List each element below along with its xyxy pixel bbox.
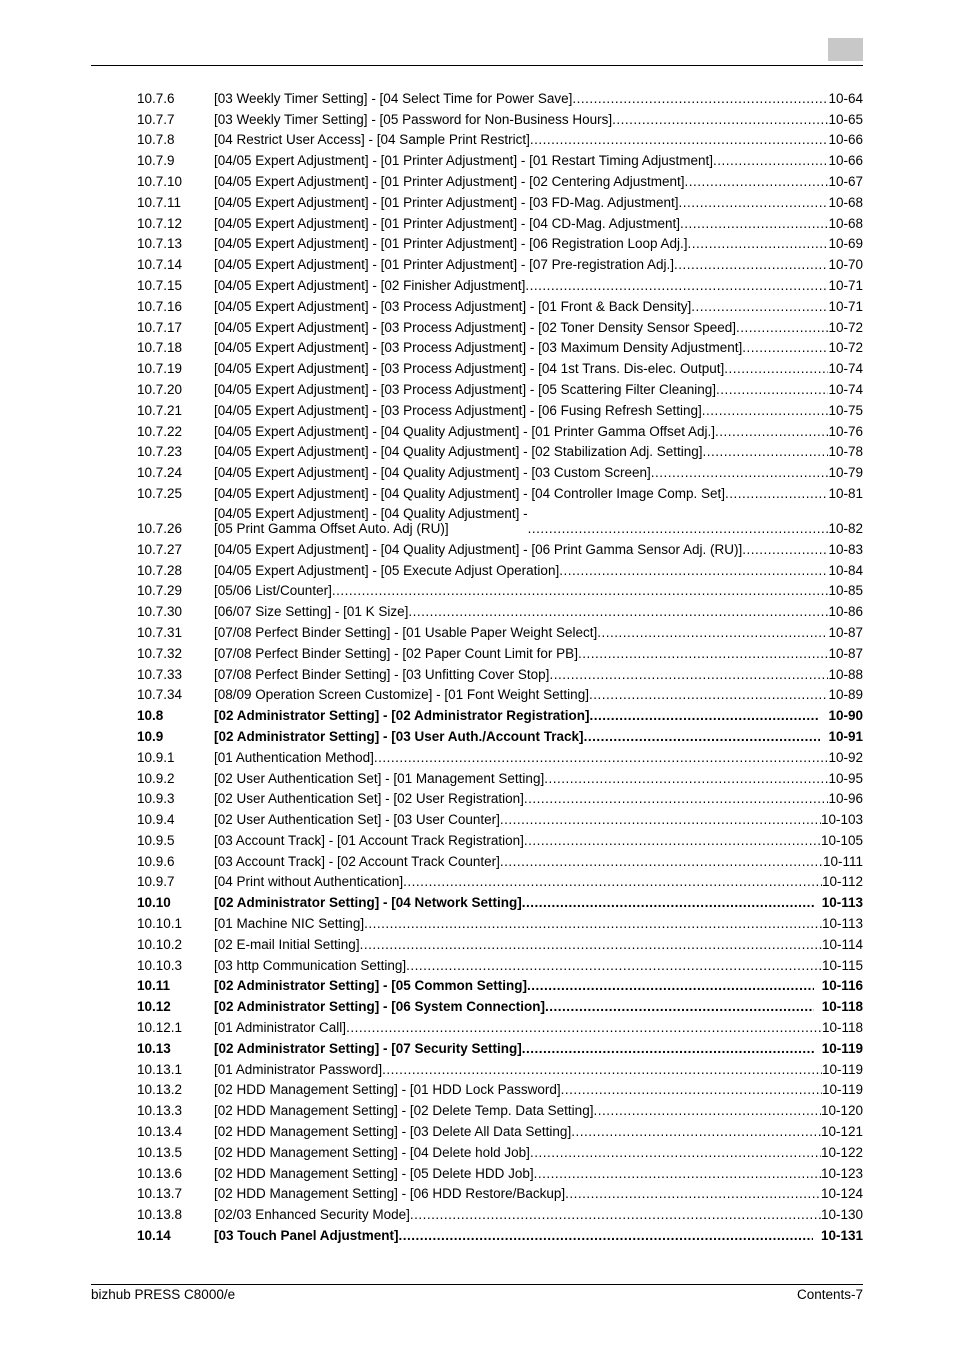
toc-entry[interactable] xyxy=(137,1097,863,1118)
toc-entry-title: [03 Weekly Timer Setting] - [04 Select Time for Power Save] xyxy=(214,90,573,106)
toc-entry-title: [01 Administrator Call] xyxy=(214,1020,347,1036)
toc-entry-page: 10-121 xyxy=(820,1124,863,1140)
toc-entry-page: 10-74 xyxy=(828,361,863,377)
toc-entry[interactable] xyxy=(137,806,863,827)
toc-entry[interactable] xyxy=(137,619,863,640)
toc-dot-leader xyxy=(544,771,828,786)
toc-entry[interactable] xyxy=(137,1222,863,1243)
toc-entry-number: 10.7.17 xyxy=(137,319,183,335)
toc-entry-title: [02 Administrator Setting] - [03 User Auth./Account Track] xyxy=(214,728,584,744)
toc-entry-number: 10.7.31 xyxy=(137,624,183,640)
footer-rule xyxy=(91,1284,863,1285)
toc-entry-page: 10-112 xyxy=(821,874,863,890)
toc-entry-number: 10.7.25 xyxy=(137,485,183,501)
toc-dot-leader xyxy=(612,112,828,127)
toc-entry-title: [04/05 Expert Adjustment] - [03 Process Adjustment] - [03 Maximum Density Adjustment] xyxy=(214,340,743,356)
toc-entry-title: [02 HDD Management Setting] - [03 Delete All Data Setting] xyxy=(214,1124,572,1140)
toc-entry[interactable] xyxy=(137,1035,863,1056)
toc-entry-number: 10.13.2 xyxy=(137,1082,183,1098)
toc-entry-number: 10.13.5 xyxy=(137,1144,183,1160)
toc-entry-number: 10.7.16 xyxy=(137,298,183,314)
toc-dot-leader xyxy=(678,195,828,210)
footer-page-number: Contents-7 xyxy=(796,1287,863,1302)
toc-dot-leader xyxy=(360,937,822,952)
toc-dot-leader xyxy=(572,91,828,106)
toc-entry-number: 10.7.6 xyxy=(137,90,175,106)
toc-entry[interactable] xyxy=(137,1056,863,1077)
toc-entry[interactable] xyxy=(137,1139,863,1160)
toc-entry-title: [08/09 Operation Screen Customize] - [01 Font Weight Setting] xyxy=(214,687,589,703)
toc-entry-number: 10.7.21 xyxy=(137,402,183,418)
toc-entry-title: [02/03 Enhanced Security Mode] xyxy=(214,1207,410,1223)
toc-entry-page: 10-113 xyxy=(821,916,863,932)
toc-entry[interactable] xyxy=(137,765,863,786)
toc-dot-leader xyxy=(691,299,828,314)
toc-dot-leader xyxy=(406,958,822,973)
toc-entry-page: 10-119 xyxy=(821,1040,863,1056)
toc-entry-title: [04/05 Expert Adjustment] - [04 Quality Adjustment] - [04 Controller Image Comp. Set] xyxy=(214,485,725,501)
toc-entry-page: 10-84 xyxy=(828,562,863,578)
toc-dot-leader xyxy=(571,1124,821,1139)
toc-entry[interactable] xyxy=(137,355,863,376)
toc-dot-leader xyxy=(651,465,829,480)
toc-entry-page: 10-78 xyxy=(828,444,863,460)
toc-entry-title: [04/05 Expert Adjustment] - [04 Quality Adjustment] - [06 Print Gamma Sensor Adj. (RU)] xyxy=(214,541,743,557)
toc-entry-page: 10-131 xyxy=(820,1228,863,1244)
toc-entry[interactable] xyxy=(137,1201,863,1222)
toc-entry-title: [04/05 Expert Adjustment] - [01 Printer Adjustment] - [01 Restart Timing Adjustment] xyxy=(214,153,713,169)
toc-entry[interactable] xyxy=(137,1181,863,1202)
toc-entry-page: 10-119 xyxy=(821,1082,863,1098)
toc-entry[interactable] xyxy=(137,661,863,682)
toc-entry-title-line2: [05 Print Gamma Offset Auto. Adj (RU)] xyxy=(214,520,449,536)
toc-entry-title: [02 HDD Management Setting] - [05 Delete HDD Job] xyxy=(214,1165,534,1181)
toc-entry-title: [04/05 Expert Adjustment] - [02 Finisher Adjustment] xyxy=(214,277,526,293)
toc-entry-page: 10-79 xyxy=(828,465,863,481)
toc-entry-page: 10-71 xyxy=(828,298,863,314)
toc-dot-leader xyxy=(593,1103,821,1118)
toc-dot-leader xyxy=(346,1020,822,1035)
toc-entry-number: 10.11 xyxy=(137,978,171,994)
toc-entry[interactable] xyxy=(137,973,863,994)
toc-dot-leader xyxy=(688,236,829,251)
toc-entry[interactable] xyxy=(137,459,863,480)
toc-entry-title: [02 Administrator Setting] - [04 Network Setting] xyxy=(214,895,522,911)
toc-entry[interactable] xyxy=(137,251,863,272)
toc-dot-leader xyxy=(713,153,828,168)
toc-entry[interactable] xyxy=(137,189,863,210)
toc-entry-number: 10.7.9 xyxy=(137,153,175,169)
toc-entry[interactable] xyxy=(137,293,863,314)
toc-entry-number: 10.9.7 xyxy=(137,874,175,890)
toc-entry[interactable] xyxy=(137,106,863,127)
toc-entry-number: 10.7.34 xyxy=(137,687,183,703)
toc-entry-title: [03 Touch Panel Adjustment] xyxy=(214,1228,399,1244)
toc-entry-number: 10.9.3 xyxy=(137,791,175,807)
toc-entry-number: 10.9 xyxy=(137,728,164,744)
toc-entry-title: [01 Authentication Method] xyxy=(214,749,374,765)
toc-entry-number: 10.13.3 xyxy=(137,1103,183,1119)
toc-entry[interactable] xyxy=(137,147,863,168)
toc-entry[interactable] xyxy=(137,480,863,501)
toc-dot-leader xyxy=(364,916,822,931)
toc-dot-leader xyxy=(374,750,829,765)
toc-entry-number: 10.7.30 xyxy=(137,604,183,620)
toc-dot-leader xyxy=(715,424,828,439)
toc-entry-title: [03 Account Track] - [01 Account Track Registration] xyxy=(214,832,524,848)
toc-entry-page: 10-70 xyxy=(828,257,863,273)
toc-entry-number: 10.12.1 xyxy=(137,1020,183,1036)
toc-entry-number: 10.7.20 xyxy=(137,381,183,397)
toc-dot-leader xyxy=(522,895,814,910)
toc-entry-number: 10.7.33 xyxy=(137,666,183,682)
toc-entry[interactable] xyxy=(137,578,863,599)
toc-entry-title: [02 Administrator Setting] - [05 Common Setting] xyxy=(214,978,528,994)
table-of-contents xyxy=(137,85,863,1243)
toc-entry-title: [04/05 Expert Adjustment] - [03 Process Adjustment] - [04 1st Trans. Dis-elec. Output] xyxy=(214,361,725,377)
toc-entry-page: 10-95 xyxy=(828,770,863,786)
toc-entry-number: 10.13.8 xyxy=(137,1207,183,1223)
toc-dot-leader xyxy=(680,216,829,231)
toc-dot-leader xyxy=(685,174,829,189)
toc-dot-leader xyxy=(408,604,828,619)
toc-entry-title: [02 User Authentication Set] - [01 Management Setting] xyxy=(214,770,545,786)
toc-dot-leader xyxy=(703,444,829,459)
footer-product-name: bizhub PRESS C8000/e xyxy=(91,1287,236,1302)
toc-entry-page: 10-92 xyxy=(828,749,863,765)
toc-entry[interactable] xyxy=(137,1118,863,1139)
toc-entry-number: 10.9.1 xyxy=(137,749,175,765)
toc-dot-leader xyxy=(716,382,828,397)
toc-entry-title: [07/08 Perfect Binder Setting] - [02 Paper Count Limit for PB] xyxy=(214,645,578,661)
toc-entry-number: 10.7.11 xyxy=(137,194,182,210)
toc-dot-leader xyxy=(528,521,829,536)
toc-entry-title: [04/05 Expert Adjustment] - [03 Process Adjustment] - [02 Toner Density Sensor Speed] xyxy=(214,319,737,335)
toc-entry-number: 10.7.22 xyxy=(137,423,183,439)
toc-entry-page: 10-96 xyxy=(828,791,863,807)
toc-dot-leader xyxy=(725,486,828,501)
toc-entry-number: 10.9.2 xyxy=(137,770,175,786)
toc-entry[interactable] xyxy=(137,85,863,106)
toc-entry-title: [02 Administrator Setting] - [07 Security Setting] xyxy=(214,1040,522,1056)
toc-entry-number: 10.13.7 xyxy=(137,1186,183,1202)
toc-entry-number: 10.14 xyxy=(137,1228,171,1244)
toc-entry[interactable] xyxy=(137,827,863,848)
toc-entry-number: 10.13.6 xyxy=(137,1165,183,1181)
toc-entry-page: 10-118 xyxy=(821,1020,863,1036)
toc-entry-number: 10.7.28 xyxy=(137,562,183,578)
toc-entry-page: 10-67 xyxy=(828,173,863,189)
toc-entry-number: 10.10.2 xyxy=(137,936,183,952)
toc-entry-title: [07/08 Perfect Binder Setting] - [03 Unfitting Cover Stop] xyxy=(214,666,550,682)
toc-entry[interactable] xyxy=(137,210,863,231)
toc-dot-leader xyxy=(500,812,821,827)
toc-entry-number: 10.9.6 xyxy=(137,853,175,869)
toc-entry-page: 10-114 xyxy=(821,936,863,952)
toc-dot-leader xyxy=(702,403,829,418)
toc-entry[interactable] xyxy=(137,682,863,703)
toc-dot-leader xyxy=(530,1145,821,1160)
toc-entry[interactable] xyxy=(137,702,863,723)
toc-dot-leader xyxy=(590,708,821,723)
toc-entry-page: 10-115 xyxy=(821,957,863,973)
toc-entry-number: 10.7.10 xyxy=(137,173,183,189)
toc-entry-title: [02 HDD Management Setting] - [01 HDD Lock Password] xyxy=(214,1082,561,1098)
toc-entry-number: 10.7.24 xyxy=(137,465,183,481)
toc-entry-title: [04/05 Expert Adjustment] - [03 Process Adjustment] - [01 Front & Back Density] xyxy=(214,298,692,314)
toc-entry-title: [03 http Communication Setting] xyxy=(214,957,407,973)
chapter-tab-marker xyxy=(828,38,863,61)
toc-entry-number: 10.10.3 xyxy=(137,957,183,973)
toc-entry[interactable] xyxy=(137,127,863,148)
toc-entry[interactable] xyxy=(137,376,863,397)
toc-dot-leader xyxy=(584,729,821,744)
toc-entry-page: 10-103 xyxy=(820,812,863,828)
toc-entry-title: [04 Restrict User Access] - [04 Sample Print Restrict] xyxy=(214,132,530,148)
toc-entry-title: [04/05 Expert Adjustment] - [01 Printer Adjustment] - [04 CD-Mag. Adjustment] xyxy=(214,215,680,231)
toc-entry[interactable] xyxy=(137,640,863,661)
toc-dot-leader xyxy=(525,278,828,293)
header-rule xyxy=(91,65,863,66)
toc-entry-page: 10-72 xyxy=(828,340,863,356)
toc-entry-number: 10.7.18 xyxy=(137,340,183,356)
toc-entry[interactable] xyxy=(137,952,863,973)
toc-dot-leader xyxy=(410,1207,821,1222)
toc-entry-title: [04/05 Expert Adjustment] - [01 Printer Adjustment] - [07 Pre-registration Adj.] xyxy=(214,257,674,273)
toc-entry-title: [04 Print without Authentication] xyxy=(214,874,404,890)
toc-entry-title: [02 HDD Management Setting] - [04 Delete hold Job] xyxy=(214,1144,530,1160)
toc-entry-page: 10-72 xyxy=(828,319,863,335)
toc-entry-page: 10-116 xyxy=(821,978,863,994)
toc-entry[interactable] xyxy=(137,501,863,536)
toc-entry[interactable] xyxy=(137,536,863,557)
toc-dot-leader xyxy=(545,999,814,1014)
toc-dot-leader xyxy=(524,791,829,806)
toc-entry[interactable] xyxy=(137,723,863,744)
toc-entry-number: 10.7.12 xyxy=(137,215,183,231)
toc-entry-number: 10.13 xyxy=(137,1040,171,1056)
toc-entry-number: 10.9.5 xyxy=(137,832,175,848)
toc-entry-page: 10-64 xyxy=(828,90,863,106)
toc-entry[interactable] xyxy=(137,848,863,869)
toc-entry-page: 10-130 xyxy=(820,1207,863,1223)
toc-entry-page: 10-119 xyxy=(821,1061,863,1077)
toc-entry-title: [04/05 Expert Adjustment] - [01 Printer Adjustment] - [06 Registration Loop Adj.] xyxy=(214,236,688,252)
toc-entry-number: 10.7.7 xyxy=(137,111,175,127)
toc-entry-title: [02 Administrator Setting] - [06 System Connection] xyxy=(214,999,546,1015)
toc-entry-page: 10-88 xyxy=(828,666,863,682)
toc-dot-leader xyxy=(578,646,829,661)
toc-entry[interactable] xyxy=(137,231,863,252)
toc-dot-leader xyxy=(589,687,829,702)
toc-dot-leader xyxy=(565,1186,821,1201)
toc-dot-leader xyxy=(674,257,828,272)
toc-entry[interactable] xyxy=(137,931,863,952)
toc-entry-page: 10-91 xyxy=(828,728,863,744)
toc-entry-page: 10-71 xyxy=(828,277,863,293)
toc-entry[interactable] xyxy=(137,1014,863,1035)
toc-entry-number: 10.7.29 xyxy=(137,583,183,599)
toc-dot-leader xyxy=(736,320,828,335)
toc-entry-title: [02 User Authentication Set] - [02 User Registration] xyxy=(214,791,524,807)
toc-entry[interactable] xyxy=(137,786,863,807)
toc-entry[interactable] xyxy=(137,272,863,293)
toc-dot-leader xyxy=(561,1082,822,1097)
toc-entry-number: 10.7.26 xyxy=(137,520,183,536)
toc-entry[interactable] xyxy=(137,335,863,356)
toc-entry-page: 10-90 xyxy=(828,708,863,724)
toc-entry-title: [06/07 Size Setting] - [01 K Size] xyxy=(214,604,409,620)
toc-entry[interactable] xyxy=(137,598,863,619)
toc-entry-title-line1: [04/05 Expert Adjustment] - [04 Quality Adjustment] - xyxy=(214,505,528,521)
toc-entry-page: 10-76 xyxy=(828,423,863,439)
toc-dot-leader xyxy=(559,563,828,578)
toc-entry-page: 10-111 xyxy=(822,853,863,869)
toc-entry-title: [04/05 Expert Adjustment] - [01 Printer Adjustment] - [02 Centering Adjustment] xyxy=(214,173,685,189)
toc-entry-page: 10-69 xyxy=(828,236,863,252)
toc-entry-number: 10.8 xyxy=(137,708,164,724)
toc-entry-page: 10-68 xyxy=(828,194,863,210)
toc-entry[interactable] xyxy=(137,744,863,765)
toc-entry-number: 10.7.8 xyxy=(137,132,175,148)
toc-entry-page: 10-87 xyxy=(828,624,863,640)
toc-entry-title: [01 Machine NIC Setting] xyxy=(214,916,365,932)
toc-entry-page: 10-82 xyxy=(828,520,863,536)
toc-entry-page: 10-66 xyxy=(828,132,863,148)
toc-entry[interactable] xyxy=(137,869,863,890)
toc-entry-page: 10-86 xyxy=(828,604,863,620)
toc-entry-number: 10.13.4 xyxy=(137,1124,183,1140)
toc-dot-leader xyxy=(332,583,829,598)
toc-dot-leader xyxy=(527,978,814,993)
toc-dot-leader xyxy=(549,667,828,682)
toc-entry[interactable] xyxy=(137,910,863,931)
toc-entry-title: [07/08 Perfect Binder Setting] - [01 Usable Paper Weight Select] xyxy=(214,624,598,640)
toc-dot-leader xyxy=(382,1062,822,1077)
toc-entry-title: [01 Administrator Password] xyxy=(214,1061,383,1077)
toc-entry-page: 10-122 xyxy=(820,1144,863,1160)
toc-entry[interactable] xyxy=(137,889,863,910)
toc-entry-number: 10.7.14 xyxy=(137,257,183,273)
toc-entry-title: [04/05 Expert Adjustment] - [03 Process Adjustment] - [05 Scattering Filter Cleaning] xyxy=(214,381,716,397)
toc-dot-leader xyxy=(742,340,828,355)
toc-entry-title: [04/05 Expert Adjustment] - [04 Quality Adjustment] - [02 Stabilization Adj. Setting] xyxy=(214,444,703,460)
toc-dot-leader xyxy=(742,542,828,557)
toc-dot-leader xyxy=(522,1041,814,1056)
toc-entry-number: 10.13.1 xyxy=(137,1061,183,1077)
toc-entry-page: 10-85 xyxy=(828,583,863,599)
toc-entry-page: 10-66 xyxy=(828,153,863,169)
toc-entry-number: 10.7.15 xyxy=(137,277,183,293)
toc-entry-page: 10-89 xyxy=(828,687,863,703)
toc-entry[interactable] xyxy=(137,557,863,578)
toc-entry-title: [02 User Authentication Set] - [03 User Counter] xyxy=(214,812,500,828)
toc-entry-page: 10-118 xyxy=(821,999,863,1015)
toc-entry-title: [02 HDD Management Setting] - [02 Delete Temp. Data Setting] xyxy=(214,1103,594,1119)
toc-entry[interactable] xyxy=(137,314,863,335)
toc-entry-number: 10.10 xyxy=(137,895,171,911)
toc-entry-number: 10.10.1 xyxy=(137,916,183,932)
toc-entry[interactable] xyxy=(137,168,863,189)
toc-entry-page: 10-81 xyxy=(828,485,863,501)
toc-entry-page: 10-120 xyxy=(820,1103,863,1119)
toc-entry-page: 10-105 xyxy=(820,832,863,848)
toc-entry-page: 10-75 xyxy=(828,402,863,418)
toc-entry-title: [05/06 List/Counter] xyxy=(214,583,332,599)
toc-entry-page: 10-123 xyxy=(820,1165,863,1181)
toc-entry[interactable] xyxy=(137,397,863,418)
toc-entry[interactable] xyxy=(137,1160,863,1181)
toc-entry-title: [02 E-mail Initial Setting] xyxy=(214,936,360,952)
toc-entry[interactable] xyxy=(137,993,863,1014)
toc-entry-number: 10.7.23 xyxy=(137,444,183,460)
toc-dot-leader xyxy=(534,1166,821,1181)
toc-entry-number: 10.7.27 xyxy=(137,541,183,557)
toc-entry-title: [04/05 Expert Adjustment] - [04 Quality Adjustment] - [01 Printer Gamma Offset Adj.] xyxy=(214,423,715,439)
toc-entry[interactable] xyxy=(137,418,863,439)
toc-dot-leader xyxy=(524,833,821,848)
toc-entry-title: [04/05 Expert Adjustment] - [01 Printer Adjustment] - [03 FD-Mag. Adjustment] xyxy=(214,194,679,210)
toc-dot-leader xyxy=(403,874,822,889)
toc-entry-page: 10-83 xyxy=(828,541,863,557)
toc-entry-title: [02 Administrator Setting] - [02 Administrator Registration] xyxy=(214,708,590,724)
toc-entry[interactable] xyxy=(137,439,863,460)
toc-entry-title: [04/05 Expert Adjustment] - [04 Quality Adjustment] - [03 Custom Screen] xyxy=(214,465,651,481)
toc-entry-page: 10-113 xyxy=(821,895,863,911)
toc-dot-leader xyxy=(399,1228,813,1243)
toc-entry[interactable] xyxy=(137,1077,863,1098)
toc-entry-number: 10.7.32 xyxy=(137,645,183,661)
toc-entry-title: [02 HDD Management Setting] - [06 HDD Restore/Backup] xyxy=(214,1186,566,1202)
toc-dot-leader xyxy=(597,625,828,640)
toc-entry-number: 10.7.19 xyxy=(137,361,183,377)
toc-entry-page: 10-68 xyxy=(828,215,863,231)
toc-entry-page: 10-65 xyxy=(828,111,863,127)
toc-dot-leader xyxy=(530,132,829,147)
toc-entry-page: 10-74 xyxy=(828,381,863,397)
toc-entry-title: [03 Account Track] - [02 Account Track Counter] xyxy=(214,853,500,869)
toc-entry-number: 10.12 xyxy=(137,999,171,1015)
toc-entry-title xyxy=(214,506,528,536)
toc-entry-page: 10-87 xyxy=(828,645,863,661)
toc-entry-title: [03 Weekly Timer Setting] - [05 Password for Non-Business Hours] xyxy=(214,111,613,127)
toc-dot-leader xyxy=(500,854,823,869)
toc-entry-title: [04/05 Expert Adjustment] - [03 Process Adjustment] - [06 Fusing Refresh Setting] xyxy=(214,402,702,418)
toc-entry-title: [04/05 Expert Adjustment] - [05 Execute Adjust Operation] xyxy=(214,562,560,578)
toc-entry-page: 10-124 xyxy=(820,1186,863,1202)
toc-dot-leader xyxy=(724,361,828,376)
toc-entry-number: 10.9.4 xyxy=(137,812,175,828)
toc-entry-number: 10.7.13 xyxy=(137,236,183,252)
